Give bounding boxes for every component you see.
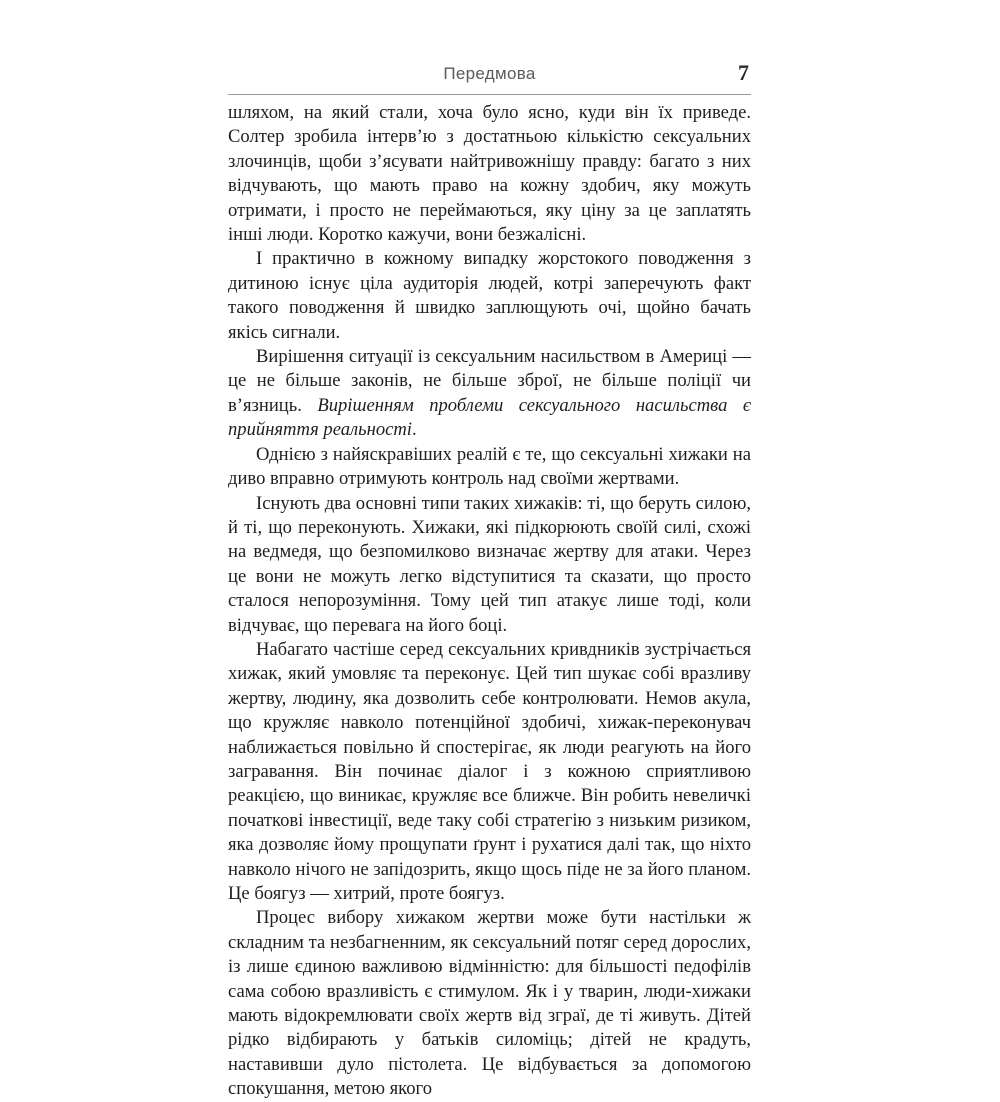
paragraph-2: І практично в кожному випадку жорстокого поводження з дитиною існує ціла аудиторія людей, котрі заперечують факт такого поводження й швидко заплющують очі, щойно бачать якісь сигнали. bbox=[228, 248, 751, 343]
paragraph-1: шляхом, на який стали, хоча було ясно, куди він їх приведе. Солтер зробила інтерв’ю з достатньою кількістю сексуальних злочинців, щоби з’ясувати найтривожнішу правду: багато з них відчувають, що мають право на кожну здобич, яку можуть отримати, і просто не переймаються, яку ціну за це заплатять інші люди. Коротко кажучи, вони безжалісні. bbox=[228, 102, 751, 246]
chapter-title: Передмова bbox=[443, 64, 536, 83]
paragraph-5: Існують два основні типи таких хижаків: ті, що беруть силою, й ті, що переконують. Хижаки, які підкорюють своїй силі, схожі на ведмедя, що безпомилково визначає жертву для атаки. Через це вони не можуть легко відступитися та сказати, що просто сталося непорозуміння. Тому цей тип атакує лише тоді, коли відчуває, що перевага на його боці. bbox=[228, 492, 751, 636]
running-header bbox=[228, 62, 751, 95]
paragraph-3: Вирішення ситуації із сексуальним насильством в Америці — це не більше законів, не більше зброї, не більше поліції чи в’язниць. Вирішенням проблеми сексуального насильства є прийняття реальності. bbox=[228, 346, 751, 441]
paragraph-4: Однією з найяскравіших реалій є те, що сексуальні хижаки на диво вправно отримують контроль над своїми жертвами. bbox=[228, 443, 751, 490]
body-text bbox=[228, 101, 751, 1102]
paragraph-6: Набагато частіше серед сексуальних кривдників зустрічається хижак, який умовляє та переконує. Цей тип шукає собі вразливу жертву, людину, яка дозволить себе контролювати. Немов акула, що кружляє навколо потенційної здобичі, хижак-переконувач наближається повільно й спостерігає, як люди реагують на його загравання. Він починає діалог і з кожною сприятливою реакцією, що виникає, кружляє все ближче. Він робить невеличкі початкові інвестиції, веде таку собі стратегію з низьким ризиком, яка дозволяє йому прощупати ґрунт і рухатися далі так, що ніхто навколо нічого не запідозрить, якщо щось піде не за його планом. Це боягуз — хитрий, проте боягуз. bbox=[228, 638, 751, 904]
italic-emphasis: Вирішенням проблеми сексуального насильства є прийняття реальності bbox=[228, 394, 751, 441]
page-number: 7 bbox=[738, 60, 749, 85]
paragraph-7: Процес вибору хижаком жертви може бути настільки ж складним та незбагненним, як сексуальний потяг серед дорослих, із лише єдиною важливою відмінністю: для більшості педофілів сама собою вразливість є стимулом. Як і у тварин, люди-хижаки мають відокремлювати своїх жертв від зграї, де ті живуть. Дітей рідко відбирають у батьків силоміць; дітей не крадуть, наставивши дуло пістолета. Це відбувається за допомогою спокушання, метою якого bbox=[228, 907, 751, 1100]
